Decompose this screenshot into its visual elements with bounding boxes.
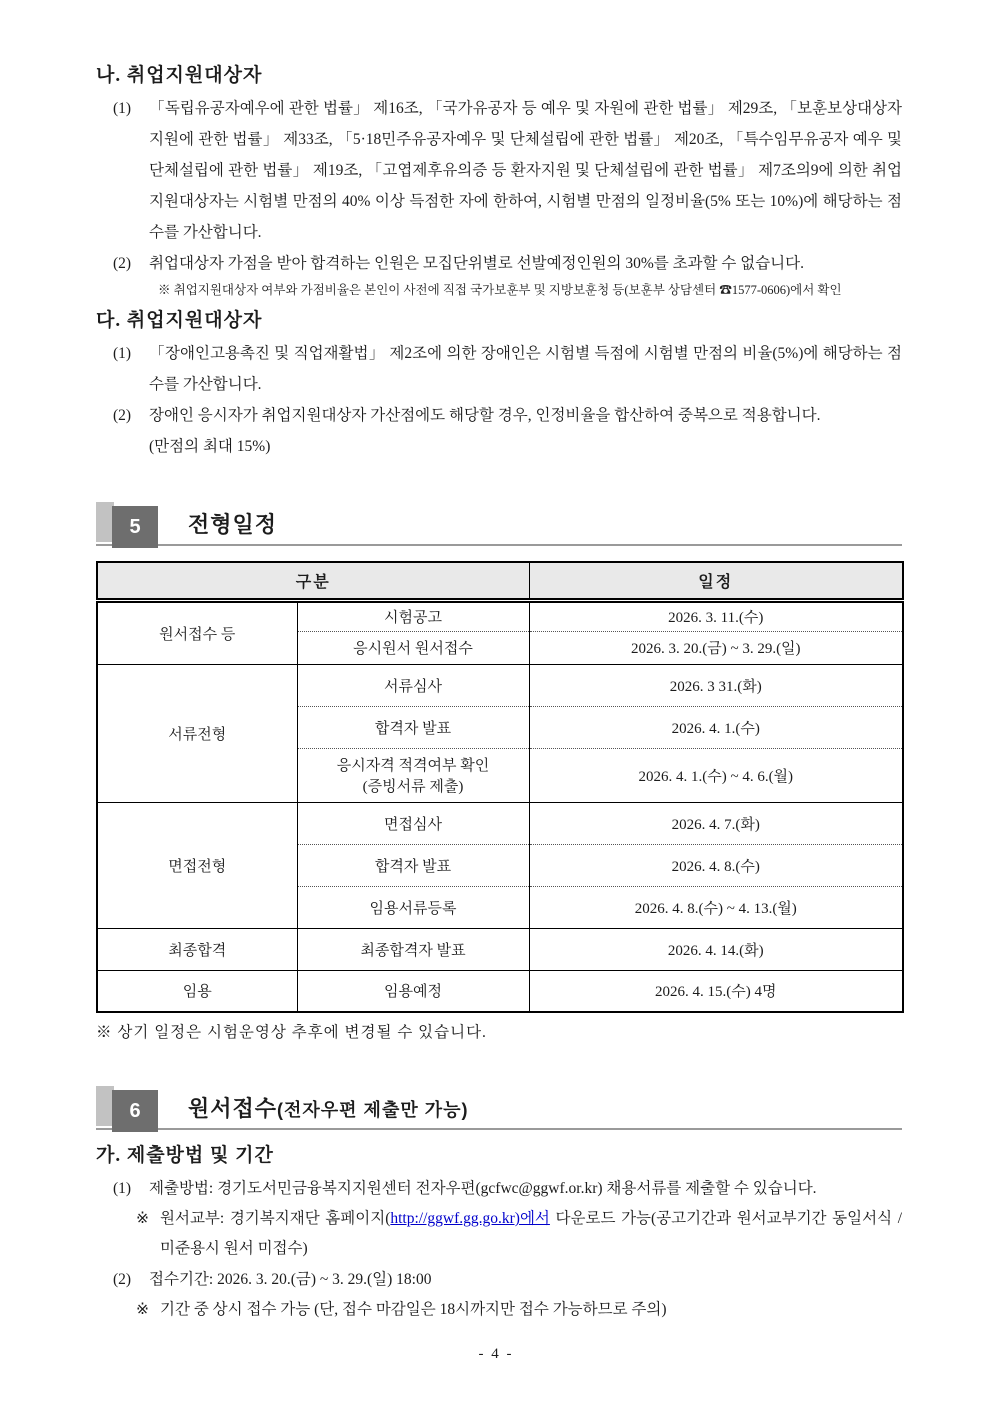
na-footnote: ※ 취업지원대상자 여부와 가점비율은 본인이 사전에 직접 국가보훈부 및 지방보훈청 등(보훈부 상담센터 ☎1577-0606)에서 확인 [158,283,842,297]
ga-note-2 [136,1295,902,1325]
heading-ga: 가. 제출방법 및 기간 [96,1145,274,1166]
schedule-date-cell: 2026. 4. 8.(수) [529,844,903,886]
schedule-row [97,664,903,706]
da-item-2 [113,400,902,462]
item-text-subline: (만점의 최대 15%) [149,438,271,455]
schedule-group-cell: 원서접수 등 [159,626,236,643]
schedule-date-cell: 2026. 3. 11.(수) [529,600,903,631]
section-header-6 [96,1084,902,1130]
table-footnote: ※ 상기 일정은 시험운영상 추후에 변경될 수 있습니다. [96,1024,487,1041]
reference-mark: ※ [136,1301,149,1318]
schedule-group-cell: 서류전형 [97,664,297,802]
section-number-badge: 6 [112,1090,158,1132]
ga-note-1 [136,1204,902,1264]
schedule-table-body [97,600,903,1012]
schedule-item-cell: 응시자격 적격여부 확인 (증빙서류 제출) [297,748,529,802]
section-title-suffix: (전자우편 제출만 가능) [277,1100,469,1120]
section-title: 전형일정 [188,512,278,537]
schedule-date-cell: 2026. 4. 8.(수) ~ 4. 13.(월) [529,886,903,928]
item-text-line: 장애인 응시자가 취업지원대상자 가산점에도 해당할 경우, 인정비율을 합산하여 중복으로 적용합니다. [149,407,821,424]
da-item-1 [113,338,902,400]
schedule-group-cell: 최종합격 [97,928,297,970]
item-number: (1) [113,1180,132,1197]
schedule-item-cell: 서류심사 [297,664,529,706]
item-text: 취업대상자 가점을 받아 합격하는 인원은 모집단위별로 선발예정인원의 30%를 초과할 수 없습니다. [149,255,804,272]
schedule-date-cell: 2026. 4. 15.(수) 4명 [529,970,903,1012]
page-number: - 4 - [478,1346,514,1362]
schedule-item-cell: 합격자 발표 [297,844,529,886]
item-text: 「장애인고용촉진 및 직업재활법」 제2조에 의한 장애인은 시험별 득점에 시험별 만점의 비율(5%)에 해당하는 점수를 가산합니다. [149,345,902,393]
ga-item-2 [113,1264,902,1295]
schedule-date-cell: 2026. 3. 20.(금) ~ 3. 29.(일) [529,631,903,664]
note-text: 기간 중 상시 접수 가능 (단, 접수 마감일은 18시까지만 접수 가능하므로 주의) [160,1301,667,1318]
schedule-item-cell: 면접심사 [297,802,529,844]
reference-mark: ※ [136,1210,149,1227]
schedule-date-cell: 2026. 4. 1.(수) [529,706,903,748]
item-text: 제출방법: 경기도서민금융복지지원센터 전자우편(gcfwc@ggwf.or.kr) 채용서류를 제출할 수 있습니다. [149,1180,817,1197]
item-text [149,400,902,462]
table-header-date: 일정 [529,562,903,600]
schedule-row [97,802,903,844]
schedule-date-cell: 2026. 3 31.(화) [529,664,903,706]
section-title [188,1092,469,1123]
item-number: (1) [113,100,132,117]
schedule-item-cell: 최종합격자 발표 [297,928,529,970]
schedule-table [96,561,904,1013]
na-item-1 [113,93,902,248]
schedule-item-cell: 시험공고 [297,600,529,631]
schedule-date-cell: 2026. 4. 7.(화) [529,802,903,844]
heading-na: 나. 취업지원대상자 [96,65,263,86]
schedule-row [97,600,903,631]
item-number: (2) [113,407,132,424]
schedule-item-cell: 응시원서 원서접수 [297,631,529,664]
schedule-item-cell: 임용예정 [297,970,529,1012]
item-number: (2) [113,1271,132,1288]
note-text-post: 다운로드 가능(공고기간과 원서교부기간 동일서식 / 미준용시 원서 미접수) [160,1210,903,1257]
table-header-group: 구분 [97,562,529,600]
note-text [160,1204,902,1264]
schedule-group-cell: 임용 [97,970,297,1012]
schedule-item-cell: 임용서류등록 [297,886,529,928]
homepage-link[interactable]: http://ggwf.gg.go.kr)에서 [390,1210,550,1227]
document-page [96,60,902,1325]
item-text: 「독립유공자예우에 관한 법률」 제16조, 「국가유공자 등 예우 및 자원에 관한 법률」 제29조, 「보훈보상대상자 지원에 관한 법률」 제33조, 「5·18민주유공자예우 및 단체설립에 관한 법률」 제20조, 「특수임무유공자 예우 및 단체설립에 관한 법률」 제19조, 「고엽제후유의증 등 환자지원 및 단체설립에 관한 법률」 제7조의9에 의한 취업지원대상자는 시험별 만점의 40% 이상 득점한 자에 한하여, 시험별 만점의 일정비율(5% 또는 10%)에 해당하는 점수를 가산합니다. [149,100,902,241]
schedule-row [97,970,903,1012]
na-item-2 [113,248,902,279]
schedule-date-cell: 2026. 4. 1.(수) ~ 4. 6.(월) [529,748,903,802]
schedule-row [97,928,903,970]
schedule-item-cell: 합격자 발표 [297,706,529,748]
item-text: 접수기간: 2026. 3. 20.(금) ~ 3. 29.(일) 18:00 [149,1271,432,1288]
note-text-pre: 원서교부: 경기복지재단 홈페이지( [160,1210,391,1227]
section-number-badge: 5 [112,506,158,548]
ga-item-1 [113,1173,902,1204]
heading-da: 다. 취업지원대상자 [96,310,263,331]
schedule-date-cell: 2026. 4. 14.(화) [529,928,903,970]
section-title-main: 원서접수 [188,1096,278,1121]
section-header-5 [96,500,902,546]
item-number: (2) [113,255,132,272]
item-number: (1) [113,345,132,362]
table-header-row [97,562,903,600]
schedule-group-cell: 면접전형 [97,802,297,928]
